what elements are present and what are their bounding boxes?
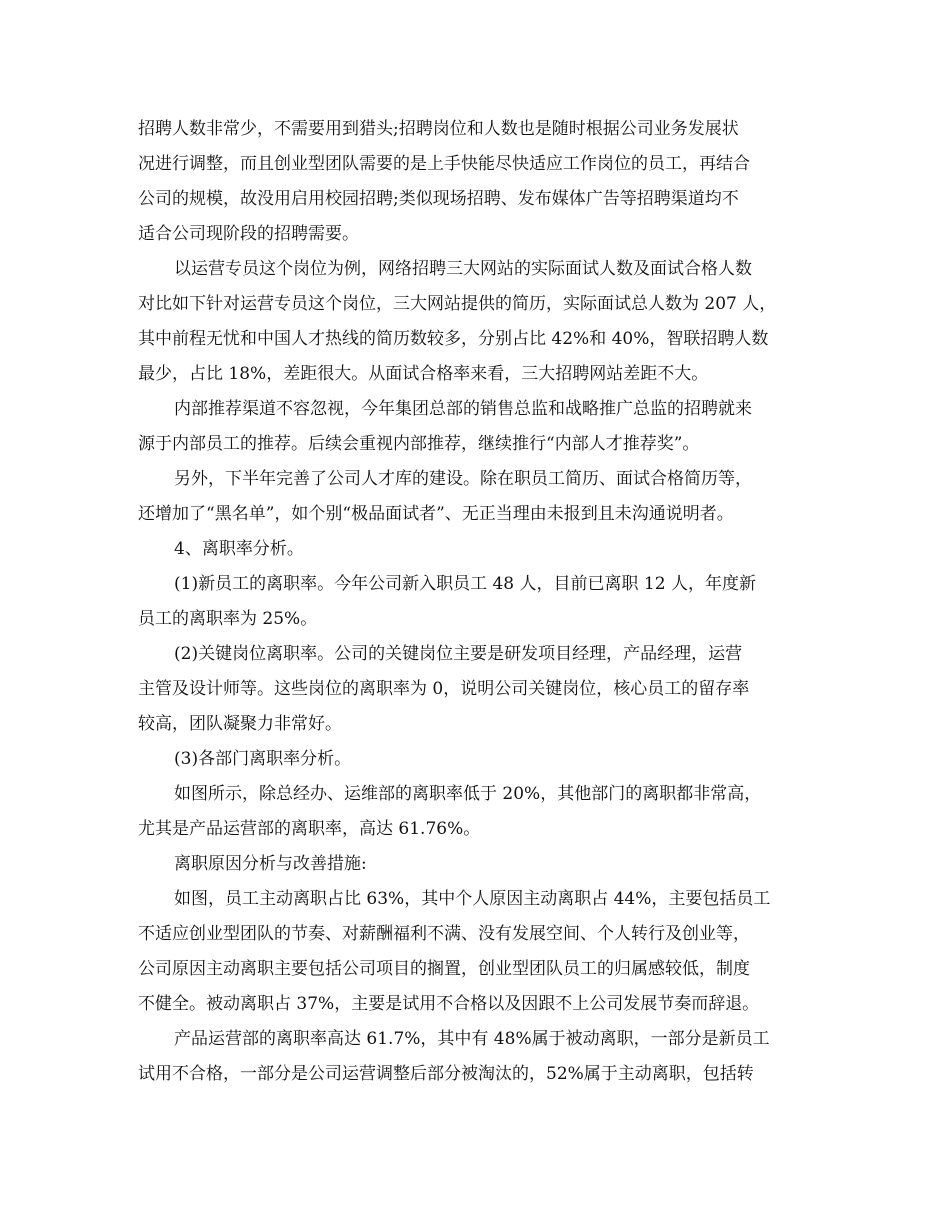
paragraph — [138, 1022, 828, 1092]
text-line: (1)新员工的离职率。今年公司新入职员工 48 人，目前已离职 12 人，年度新 — [174, 574, 756, 594]
text-line: (3)各部门离职率分析。 — [174, 749, 352, 769]
text-line: 另外，下半年完善了公司人才库的建设。除在职员工简历、面试合格简历等， — [174, 469, 752, 489]
paragraph — [138, 112, 828, 252]
text-line: 对比如下针对运营专员这个岗位，三大网站提供的简历，实际面试总人数为 207 人， — [138, 294, 777, 314]
text-line: 较高，团队凝聚力非常好。 — [138, 714, 342, 734]
text-line: 其中前程无忧和中国人才热线的简历数较多，分别占比 42%和 40%，智联招聘人数 — [138, 329, 769, 349]
text-line: 试用不合格，一部分是公司运营调整后部分被淘汰的，52%属于主动离职，包括转 — [138, 1064, 754, 1084]
text-line: 不健全。被动离职占 37%，主要是试用不合格以及因跟不上公司发展节奏而辞退。 — [138, 994, 760, 1014]
text-line: (2)关键岗位离职率。公司的关键岗位主要是研发项目经理，产品经理，运营 — [174, 644, 743, 664]
text-line: 况进行调整，而且创业型团队需要的是上手快能尽快适应工作岗位的员工，再结合 — [138, 154, 750, 174]
text-line: 产品运营部的离职率高达 61.7%，其中有 48%属于被动离职，一部分是新员工 — [174, 1029, 770, 1049]
text-line: 公司原因主动离职主要包括公司项目的搁置，创业型团队员工的归属感较低，制度 — [138, 959, 750, 979]
paragraph — [138, 532, 828, 567]
paragraph — [138, 392, 828, 462]
text-line: 内部推荐渠道不容忽视，今年集团总部的销售总监和战略推广总监的招聘就来 — [174, 399, 752, 419]
paragraph — [138, 462, 828, 532]
paragraph — [138, 847, 828, 882]
text-line: 尤其是产品运营部的离职率，高达 61.76%。 — [138, 819, 481, 839]
text-line: 公司的规模，故没用启用校园招聘;类似现场招聘、发布媒体广告等招聘渠道均不 — [138, 189, 739, 209]
text-line: 招聘人数非常少，不需要用到猎头;招聘岗位和人数也是随时根据公司业务发展状 — [138, 119, 739, 139]
paragraph — [138, 252, 828, 392]
text-line: 离职原因分析与改善措施: — [174, 854, 367, 874]
text-line: 以运营专员这个岗位为例，网络招聘三大网站的实际面试人数及面试合格人数 — [174, 259, 752, 279]
text-line: 如图，员工主动离职占比 63%，其中个人原因主动离职占 44%，主要包括员工 — [174, 889, 771, 909]
text-line: 最少，占比 18%，差距很大。从面试合格率来看，三大招聘网站差距不大。 — [138, 364, 709, 384]
paragraph — [138, 882, 828, 1022]
text-line: 还增加了“黑名单”，如个别“极品面试者”、无正当理由未报到且未沟通说明者。 — [138, 504, 734, 524]
text-line: 4、离职率分析。 — [174, 539, 304, 559]
document-body — [138, 112, 828, 1092]
text-line: 员工的离职率为 25%。 — [138, 609, 318, 629]
text-line: 如图所示，除总经办、运维部的离职率低于 20%，其他部门的离职都非常高， — [174, 784, 762, 804]
text-line: 不适应创业型团队的节奏、对薪酬福利不满、没有发展空间、个人转行及创业等， — [138, 924, 750, 944]
text-line: 源于内部员工的推荐。后续会重视内部推荐，继续推行“内部人才推荐奖”。 — [138, 434, 700, 454]
text-line: 主管及设计师等。这些岗位的离职率为 0，说明公司关键岗位，核心员工的留存率 — [138, 679, 750, 699]
text-line: 适合公司现阶段的招聘需要。 — [138, 224, 359, 244]
paragraph — [138, 742, 828, 777]
paragraph — [138, 637, 828, 742]
paragraph — [138, 567, 828, 637]
paragraph — [138, 777, 828, 847]
